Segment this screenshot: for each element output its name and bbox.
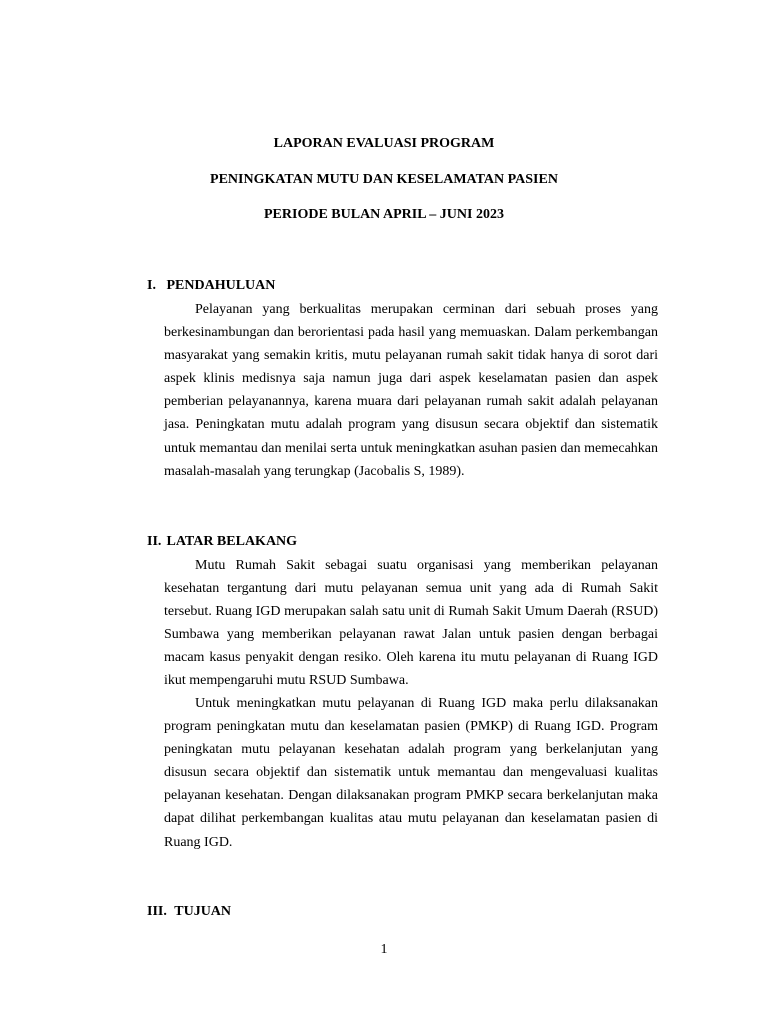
section-number: III. [147,904,167,919]
section-number: I. [147,278,156,293]
program-title: PENINGKATAN MUTU DAN KESELAMATAN PASIEN [210,172,558,187]
page-number: 1 [380,942,388,957]
section-heading-pendahuluan [147,278,275,294]
pendahuluan-paragraph: Pelayanan yang berkualitas merupakan cerminan dari sebuah proses yang berkesinambungan dan berorientasi pada hasil yang memuaskan. Dalam perkembangan masyarakat yang semakin kritis, mutu pelayanan rumah sakit tidak hanya di sorot dari aspek klinis medisnya saja namun juga dari aspek keselamatan pasien dan aspek pemberian pelayanannya, karena muara dari pelayanan rumah sakit adalah pelayanan jasa. Peningkatan mutu adalah program yang disusun secara objektif dan sistematik untuk memantau dan menilai serta untuk meningkatkan asuhan pasien dan memecahkan masalah-masalah yang terungkap (Jacobalis S, 1989). [164,302,658,479]
latar-belakang-paragraph-1: Mutu Rumah Sakit sebagai suatu organisasi yang memberikan pelayanan kesehatan tergantung dari mutu pelayanan semua unit yang ada di Rumah Sakit tersebut. Ruang IGD merupakan salah satu unit di Rumah Sakit Umum Daerah (RSUD) Sumbawa yang memberikan pelayanan rawat Jalan untuk pasien dengan berbagai macam kasus penyakit dengan resiko. Oleh karena itu mutu pelayanan di Ruang IGD ikut mempengaruhi mutu RSUD Sumbawa. [164,558,658,689]
section-number: II. [147,534,162,549]
section-heading-tujuan [147,904,231,920]
section-title: TUJUAN [174,904,232,919]
section-title: PENDAHULUAN [166,278,276,293]
report-title: LAPORAN EVALUASI PROGRAM [273,136,495,151]
period-title: PERIODE BULAN APRIL – JUNI 2023 [264,207,504,222]
section-title: LATAR BELAKANG [166,534,298,549]
section-heading-latar-belakang [147,534,297,550]
latar-belakang-paragraph-2: Untuk meningkatkan mutu pelayanan di Ruang IGD maka perlu dilaksanakan program peningkatan mutu dan keselamatan pasien (PMKP) di Ruang IGD. Program peningkatan mutu pelayanan kesehatan adalah program yang berkelanjutan yang disusun secara objektif dan sistematik untuk memantau dan mengevaluasi kualitas pelayanan kesehatan. Dengan dilaksanakan program PMKP secara berkelanjutan maka dapat dilihat perkembangan kualitas atau mutu pelayanan dan keselamatan pasien di Ruang IGD. [164,696,658,850]
